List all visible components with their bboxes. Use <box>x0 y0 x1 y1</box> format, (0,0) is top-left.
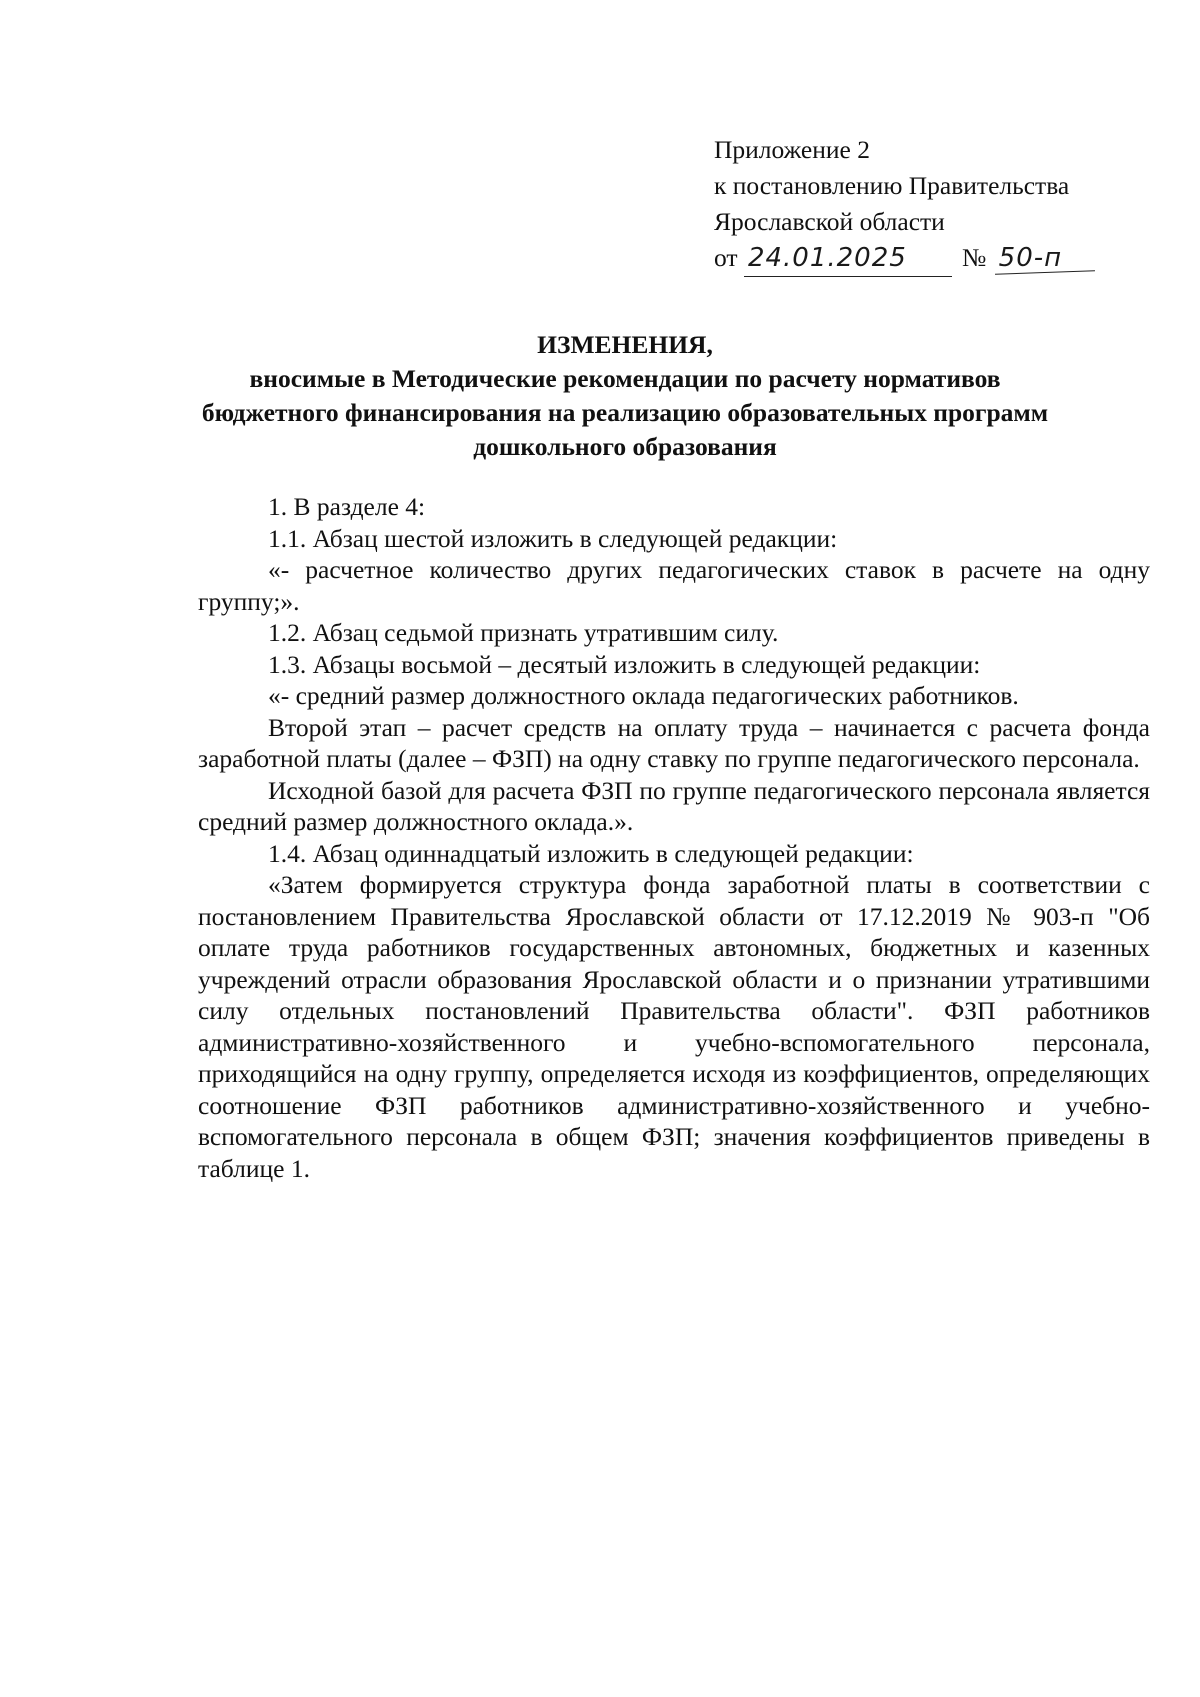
paragraph-1: 1. В разделе 4: <box>268 492 426 521</box>
paragraph-1-4: 1.4. Абзац одиннадцатый изложить в следующей редакции: <box>268 838 914 868</box>
annex-reference-block <box>714 132 1095 277</box>
paragraph-base: Исходной базой для расчета ФЗП по группе педагогического персонала является средний размер должностного оклада.». <box>198 775 1150 836</box>
paragraph-quote-3: «Затем формируется структура фонда заработной платы в соответствии с постановлением Правительства Ярославской области от 17.12.2019 № 903-п "Об оплате труда работников государственных автономных, бюджетных и казенных учреждений отрасли образования Ярославской области и о признании утратившими силу отдельных постановлений Правительства области". ФЗП работников административно-хозяйственного и учебно-вспомогательного персонала, приходящийся на одну группу, определяется исходя из коэффициентов, определяющих соотношение ФЗП работников административно-хозяйственного и учебно-вспомогательного персонала в общем ФЗП; значения коэффициентов приведены в таблице 1. <box>198 870 1150 1183</box>
document-subtitle: вносимые в Методические рекомендации по расчету нормативов бюджетного финансирования на реализацию образовательных программ дошкольного образования <box>201 364 1049 461</box>
paragraph-1-1: 1.1. Абзац шестой изложить в следующей редакции: <box>268 523 838 553</box>
annex-date-number-line <box>714 240 1095 277</box>
paragraph-1-2: 1.2. Абзац седьмой признать утратившим силу. <box>268 618 779 647</box>
paragraph-1-3: 1.3. Абзацы восьмой – десятый изложить в следующей редакции: <box>268 649 981 679</box>
paragraph-quote-1: «- расчетное количество других педагогических ставок в расчете на одну группу;». <box>198 555 1150 616</box>
paragraph-quote-2: «- средний размер должностного оклада педагогических работников. <box>268 681 1019 710</box>
annex-number: Приложение 2 <box>714 135 870 164</box>
annex-region: Ярославской области <box>714 207 945 236</box>
document-title: ИЗМЕНЕНИЯ, <box>537 330 713 359</box>
number-label: № <box>961 243 987 272</box>
paragraph-second-stage: Второй этап – расчет средств на оплату труда – начинается с расчета фонда заработной платы (далее – ФЗП) на одну ставку по группе педагогического персонала. <box>198 712 1150 773</box>
from-label: от <box>714 243 738 272</box>
handwritten-date: 24.01.2025 <box>744 240 952 277</box>
annex-resolution-ref: к постановлению Правительства <box>714 171 1070 200</box>
document-body <box>198 491 1150 1184</box>
handwritten-number: 50-п <box>993 240 1095 276</box>
document-heading <box>186 328 1064 464</box>
